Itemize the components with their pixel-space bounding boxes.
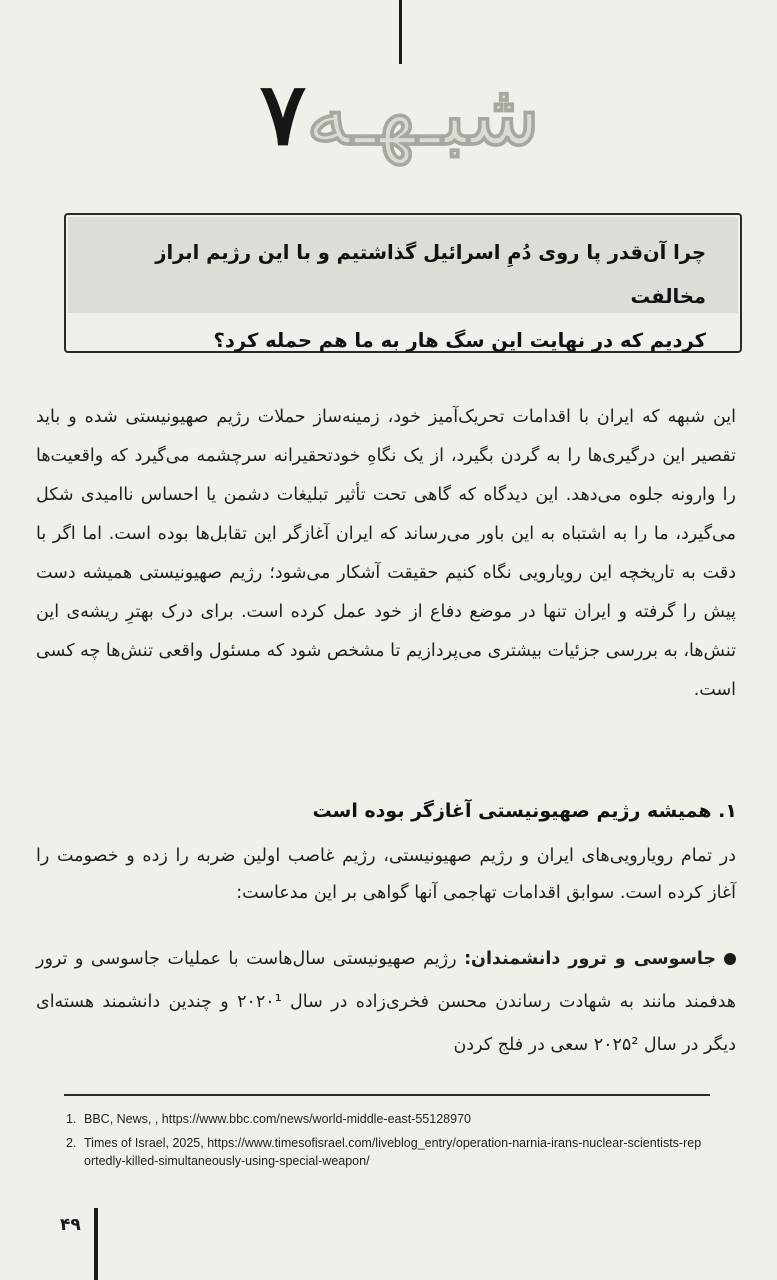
- page-number-rule: [94, 1208, 98, 1280]
- question-text: [96, 231, 706, 363]
- bullet-dot-icon: [724, 953, 736, 965]
- footnote-number: 1.: [66, 1112, 77, 1126]
- footnote-item: [66, 1134, 706, 1170]
- chapter-title-letters: شبـهـه: [306, 64, 541, 165]
- section-heading: ۱. همیشه رژیم صهیونیستی آغازگر بوده است: [312, 800, 737, 822]
- question-line-2: کردیم که در نهایت این سگ هار به ما هم حمله کرد؟: [213, 329, 706, 352]
- top-divider: [399, 0, 402, 64]
- intro-paragraph: این شبهه که ایران با اقدامات تحریک‌آمیز خود، زمینه‌ساز حملات رژیم صهیونیستی شده و باید تقصیر این درگیری‌ها را به گردن بگیرد، از یک نگاهِ خودتحقیرانه سرچشمه می‌گیرد که واقعیت‌ها را وارونه جلوه می‌دهد. این دیدگاه که گاهی تحت تأثیر تبلیغات دشمن یا احساس ناامیدی شکل می‌گیرد، ما را به اشتباه به این باور می‌رساند که ایران آغازگر این تقابل‌ها بوده است. اما اگر با دقت به تاریخچه این رویارویی نگاه کنیم حقیقت آشکار می‌شود؛ رژیم صهیونیستی همیشه دست پیش را گرفته و ایران تنها در موضع دفاع از خود عمل کرده است. برای درک بهترِ ریشه‌ی این تنش‌ها، به بررسی جزئیات بیشتری می‌پردازیم تا مشخص شود که مسئول واقعی تنش‌ها چه کسی است.: [36, 407, 736, 700]
- chapter-number: ۷: [259, 64, 307, 165]
- bullet-label: جاسوسی و ترور دانشمندان:: [464, 949, 716, 969]
- chapter-title: [120, 64, 680, 165]
- section-intro: در تمام رویارویی‌های ایران و رژیم صهیونیستی، رژیم غاصب اولین ضربه را زده و خصومت را آغاز کرده است. سوابق اقدامات تهاجمی آنها گواهی بر این مدعاست:: [36, 846, 736, 903]
- footnote-text: BBC, News, , https://www.bbc.com/news/world-middle-east-55128970: [84, 1112, 471, 1126]
- question-line-1: چرا آن‌قدر پا روی دُمِ اسرائیل گذاشتیم و با این رژیم ابراز مخالفت: [155, 241, 706, 308]
- footnote-text: Times of Israel, 2025, https://www.timesofisrael.com/liveblog_entry/operation-narnia-irans-nuclear-scientists-reportedly-killed-simultaneously-using-special-weapon/: [84, 1136, 702, 1168]
- footnote-divider: [64, 1094, 710, 1096]
- bullet-text: رژیم صهیونیستی سال‌هاست با عملیات جاسوسی و ترور هدفمند مانند به شهادت رساندن محسن فخری‌زاده در سال ۲۰۲۰¹ و چندین دانشمند هسته‌ای دیگر در سال ۲۰۲۵² سعی در فلج کردن: [36, 949, 736, 1055]
- bullet-item: [36, 938, 736, 1067]
- footnotes: [66, 1110, 706, 1176]
- footnote-number: 2.: [66, 1136, 77, 1150]
- question-box: [64, 213, 742, 353]
- footnote-item: [66, 1110, 706, 1128]
- page-number: ۴۹: [60, 1215, 81, 1235]
